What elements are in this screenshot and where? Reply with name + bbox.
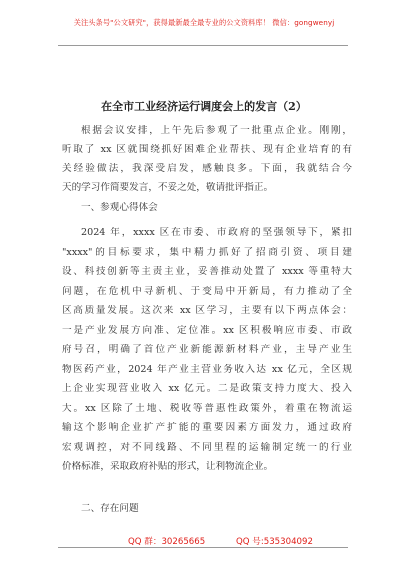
paragraph-line: 一是产业发展方向准、定位准。xx 区积极响应市委、市政: [62, 324, 352, 336]
paragraph-line: 根据会议安排，上午先后参观了一批重点企业。刚刚，: [81, 125, 352, 136]
paragraph-line: 问题，在危机中寻新机、于变局中开新局，有力推动了全: [62, 285, 352, 297]
header-divider: [58, 45, 348, 46]
paragraph-line: 大。xx 区除了土地、税收等普惠性政策外，着重在物流运: [62, 402, 352, 414]
paragraph-line: 区高质量发展。这次来 xx 区学习，主要有以下两点体会：: [62, 305, 352, 316]
paragraph-line: 物医药产业，2024 年产业主营业务收入达 xx 亿元，全区规: [62, 363, 352, 375]
footer-qq-group: QQ 群：30265665: [128, 537, 206, 547]
footer-divider: [58, 547, 348, 548]
paragraph-line: 听取了 xx 区就围绕抓好困难企业帮扶、现有企业培育的有: [62, 144, 352, 155]
paragraph-line: 上企业实现营业收入 xx 亿元。二是政策支持力度大、投入: [62, 383, 352, 394]
section-heading: 一、参观心得体会: [81, 202, 158, 213]
paragraph-line: 价格标准，采取政府补贴的形式，让利物流企业。: [62, 461, 274, 472]
paragraph-line: "xxxx"的目标要求，集中精力抓好了招商引资、项目建: [62, 246, 352, 258]
paragraph-line: 2024 年，xxxx 区在市委、市政府的坚强领导下，紧扣: [81, 227, 352, 238]
footer-qq-number: QQ 号:535304092: [236, 537, 313, 547]
paragraph-line: 府号召，明确了首位产业新能源新材料产业，主导产业生: [62, 344, 352, 355]
document-title: 在全市工业经济运行调度会上的发言（2）: [101, 100, 307, 113]
section-heading: 二、存在问题: [81, 503, 139, 514]
paragraph-line: 关经验做法，我深受启发，感触良多。下面，我就结合今: [62, 163, 352, 174]
paragraph-line: 天的学习作简要发言，不妥之处，敬请批评指正。: [62, 182, 274, 193]
paragraph-line: 宏观调控，对不同线路、不同里程的运输制定统一的行业: [62, 441, 352, 453]
paragraph-line: 输这个影响企业扩产扩能的重要因素方面发力，通过政府: [62, 422, 352, 433]
header-promo-note: 关注头条号"公文研究"，获得最新最全最专业的公文资料库！ 微信：gongwenyj: [73, 18, 335, 27]
paragraph-line: 设、科技创新等主责主业，妥善推动处置了 xxxx 等重特大: [62, 266, 352, 277]
